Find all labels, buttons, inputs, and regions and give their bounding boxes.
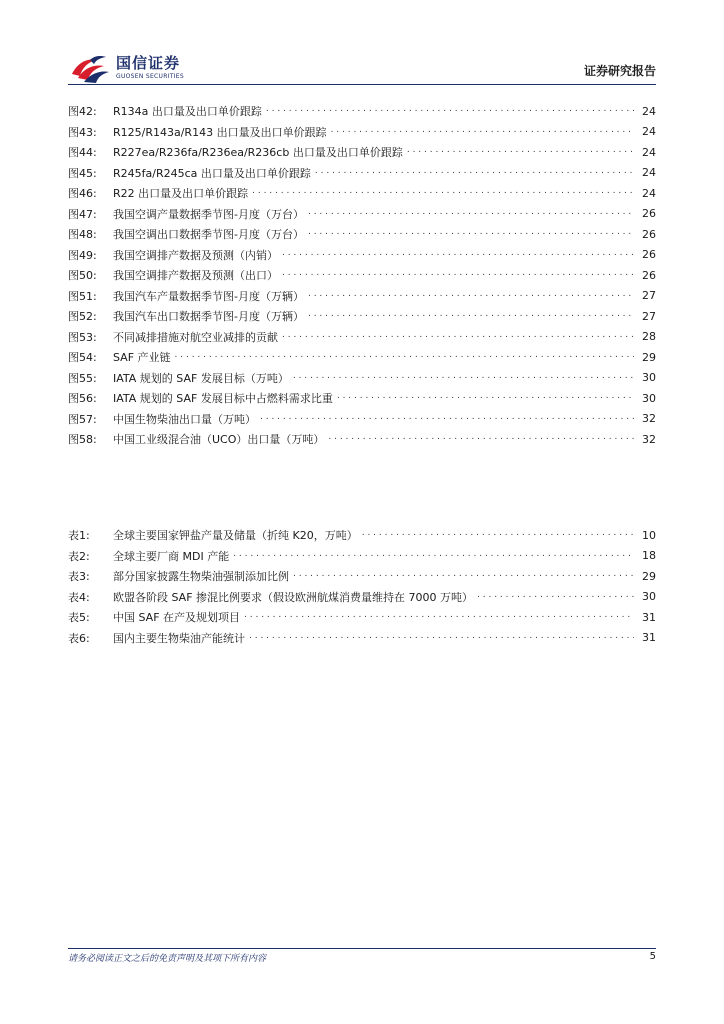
toc-entry-title: R245fa/R245ca 出口量及出口单价跟踪 bbox=[113, 166, 311, 180]
toc-entry-page: 24 bbox=[642, 125, 656, 139]
toc-dot-leader bbox=[233, 546, 634, 566]
toc-entry[interactable] bbox=[68, 587, 656, 608]
toc-entry-page: 30 bbox=[642, 371, 656, 385]
toc-entry-page: 24 bbox=[642, 145, 656, 159]
toc-entry-title: SAF 产业链 bbox=[113, 351, 171, 365]
toc-dot-leader bbox=[362, 525, 634, 545]
toc-dot-leader bbox=[293, 368, 634, 388]
toc-entry-page: 10 bbox=[642, 528, 656, 542]
toc-entry-page: 28 bbox=[642, 330, 656, 344]
toc-entry[interactable] bbox=[68, 388, 656, 409]
toc-entry-page: 27 bbox=[642, 309, 656, 323]
toc-dot-leader bbox=[308, 306, 634, 326]
toc-entry[interactable] bbox=[68, 628, 656, 649]
toc-entry-number: 图55: bbox=[68, 371, 97, 385]
page-header bbox=[0, 0, 724, 90]
toc-dot-leader bbox=[282, 265, 634, 285]
toc-entry-title: IATA 规划的 SAF 发展目标中占燃料需求比重 bbox=[113, 392, 333, 406]
toc-entry-page: 31 bbox=[642, 610, 656, 624]
toc-dot-leader bbox=[308, 286, 634, 306]
toc-entry-number: 图54: bbox=[68, 351, 97, 365]
toc-entry[interactable] bbox=[68, 224, 656, 245]
toc-entry-number: 图52: bbox=[68, 310, 97, 324]
toc-entry[interactable] bbox=[68, 265, 656, 286]
toc-entry-page: 26 bbox=[642, 248, 656, 262]
toc-dot-leader bbox=[331, 122, 634, 142]
toc-entry-title: R227ea/R236fa/R236ea/R236cb 出口量及出口单价跟踪 bbox=[113, 146, 403, 160]
page-number: 5 bbox=[649, 951, 656, 962]
toc-entry[interactable] bbox=[68, 142, 656, 163]
footer-divider bbox=[68, 948, 656, 949]
toc-dot-leader bbox=[308, 224, 634, 244]
toc-entry[interactable] bbox=[68, 122, 656, 143]
toc-entry-number: 表5: bbox=[68, 611, 90, 625]
toc-entry-page: 26 bbox=[642, 268, 656, 282]
toc-entry-title: 全球主要厂商 MDI 产能 bbox=[113, 549, 230, 563]
toc-dot-leader bbox=[477, 587, 634, 607]
logo-chinese-name: 国信证券 bbox=[116, 54, 181, 72]
toc-dot-leader bbox=[260, 409, 634, 429]
toc-entry-number: 表4: bbox=[68, 590, 90, 604]
header-divider bbox=[68, 84, 656, 85]
toc-entry[interactable] bbox=[68, 525, 656, 546]
toc-entry-number: 图50: bbox=[68, 269, 97, 283]
toc-entry-number: 图44: bbox=[68, 146, 97, 160]
report-type-label: 证券研究报告 bbox=[583, 64, 656, 78]
toc-entry[interactable] bbox=[68, 429, 656, 450]
toc-entry[interactable] bbox=[68, 163, 656, 184]
toc-entry-title: IATA 规划的 SAF 发展目标（万吨） bbox=[113, 371, 289, 385]
toc-entry-title: 不同减排措施对航空业减排的贡献 bbox=[113, 330, 278, 344]
toc-entry-number: 图47: bbox=[68, 207, 97, 221]
toc-entry-page: 27 bbox=[642, 289, 656, 303]
toc-entry-title: 我国汽车出口数据季节图-月度（万辆） bbox=[113, 310, 304, 324]
toc-entry-number: 表6: bbox=[68, 631, 90, 645]
logo-english-name: GUOSEN SECURITIES bbox=[116, 73, 185, 80]
toc-entry-page: 24 bbox=[642, 104, 656, 118]
toc-entry-number: 图49: bbox=[68, 248, 97, 262]
toc-entry-title: 部分国家披露生物柴油强制添加比例 bbox=[113, 570, 289, 584]
figure-index bbox=[68, 101, 656, 450]
toc-entry[interactable] bbox=[68, 101, 656, 122]
toc-entry[interactable] bbox=[68, 183, 656, 204]
toc-entry-number: 图48: bbox=[68, 228, 97, 242]
toc-entry-title: R22 出口量及出口单价跟踪 bbox=[113, 187, 249, 201]
toc-entry-page: 29 bbox=[642, 569, 656, 583]
toc-entry-page: 24 bbox=[642, 186, 656, 200]
toc-dot-leader bbox=[328, 429, 634, 449]
toc-entry-number: 图46: bbox=[68, 187, 97, 201]
guosen-logo-icon bbox=[70, 52, 110, 84]
toc-dot-leader bbox=[244, 607, 634, 627]
toc-entry-number: 图42: bbox=[68, 105, 97, 119]
toc-entry[interactable] bbox=[68, 245, 656, 266]
toc-dot-leader bbox=[175, 347, 634, 367]
toc-entry-title: 国内主要生物柴油产能统计 bbox=[113, 631, 245, 645]
toc-dot-leader bbox=[337, 388, 634, 408]
toc-entry[interactable] bbox=[68, 204, 656, 225]
toc-entry-page: 24 bbox=[642, 166, 656, 180]
footer-disclaimer: 请务必阅读正文之后的免责声明及其项下所有内容 bbox=[68, 954, 267, 964]
toc-entry-page: 18 bbox=[642, 549, 656, 563]
toc-entry[interactable] bbox=[68, 607, 656, 628]
toc-entry-number: 图51: bbox=[68, 289, 97, 303]
toc-entry-number: 图43: bbox=[68, 125, 97, 139]
toc-entry-page: 32 bbox=[642, 412, 656, 426]
toc-entry[interactable] bbox=[68, 566, 656, 587]
toc-entry-page: 26 bbox=[642, 207, 656, 221]
toc-entry-number: 表2: bbox=[68, 549, 90, 563]
toc-dot-leader bbox=[407, 142, 634, 162]
toc-entry-number: 图56: bbox=[68, 392, 97, 406]
toc-entry-title: R125/R143a/R143 出口量及出口单价跟踪 bbox=[113, 125, 327, 139]
toc-dot-leader bbox=[308, 204, 634, 224]
toc-entry-page: 29 bbox=[642, 350, 656, 364]
toc-entry-number: 图45: bbox=[68, 166, 97, 180]
toc-entry-title: R134a 出口量及出口单价跟踪 bbox=[113, 105, 262, 119]
toc-entry-title: 中国 SAF 在产及规划项目 bbox=[113, 611, 241, 625]
toc-entry-number: 表1: bbox=[68, 529, 90, 543]
toc-entry-title: 中国生物柴油出口量（万吨） bbox=[113, 412, 256, 426]
toc-dot-leader bbox=[249, 628, 634, 648]
toc-entry-number: 图53: bbox=[68, 330, 97, 344]
toc-entry-number: 图57: bbox=[68, 412, 97, 426]
toc-dot-leader bbox=[282, 327, 634, 347]
toc-dot-leader bbox=[315, 163, 634, 183]
toc-entry[interactable] bbox=[68, 286, 656, 307]
toc-entry[interactable] bbox=[68, 409, 656, 430]
table-index bbox=[68, 525, 656, 648]
toc-entry[interactable] bbox=[68, 306, 656, 327]
toc-entry-title: 我国空调出口数据季节图-月度（万台） bbox=[113, 228, 304, 242]
toc-entry-page: 30 bbox=[642, 590, 656, 604]
toc-entry[interactable] bbox=[68, 347, 656, 368]
toc-entry-title: 我国空调产量数据季节图-月度（万台） bbox=[113, 207, 304, 221]
toc-entry-title: 我国空调排产数据及预测（出口） bbox=[113, 269, 278, 283]
toc-entry[interactable] bbox=[68, 327, 656, 348]
guosen-logo bbox=[70, 50, 184, 86]
toc-dot-leader bbox=[252, 183, 634, 203]
toc-entry-title: 我国空调排产数据及预测（内销） bbox=[113, 248, 278, 262]
toc-dot-leader bbox=[282, 245, 634, 265]
toc-entry-page: 26 bbox=[642, 227, 656, 241]
toc-dot-leader bbox=[266, 101, 634, 121]
toc-entry-page: 30 bbox=[642, 391, 656, 405]
toc-entry-page: 31 bbox=[642, 631, 656, 645]
toc-entry-title: 欧盟各阶段 SAF 掺混比例要求（假设欧洲航煤消费量维持在 7000 万吨） bbox=[113, 590, 474, 604]
toc-entry[interactable] bbox=[68, 368, 656, 389]
toc-entry-title: 我国汽车产量数据季节图-月度（万辆） bbox=[113, 289, 304, 303]
toc-entry-page: 32 bbox=[642, 432, 656, 446]
toc-dot-leader bbox=[293, 566, 634, 586]
toc-entry-number: 图58: bbox=[68, 433, 97, 447]
toc-entry-number: 表3: bbox=[68, 570, 90, 584]
toc-entry[interactable] bbox=[68, 546, 656, 567]
toc-entry-title: 全球主要国家钾盐产量及储量（折纯 K20，万吨） bbox=[113, 529, 358, 543]
toc-entry-title: 中国工业级混合油（UCO）出口量（万吨） bbox=[113, 433, 325, 447]
